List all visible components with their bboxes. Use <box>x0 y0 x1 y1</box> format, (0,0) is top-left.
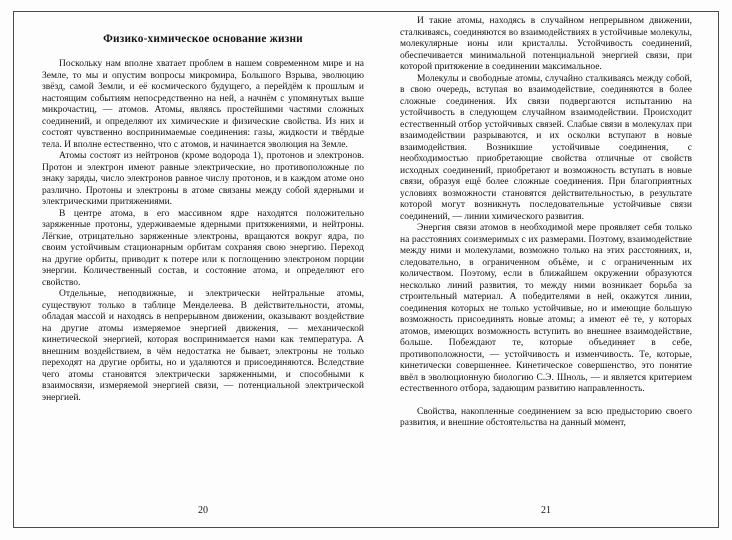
page-left <box>14 12 366 527</box>
body-paragraph: Энергия связи атомов в необходимой мере проявляет себя только на расстояниях соизмеримых с их размерами. Поэтому, взаимодействие между ними и молекулами, возможно только на этих расстояниях, и, следовательно, в ограниченном объёме, и с ограниченным их количеством. Поэтому, если в ближайшем окружении образуются несколько линий развития, то между ними возникает борьба за строительный материал. А победителями в ней, окажутся линии, соединения которых не только устойчивые, но и имеющие большую возможность присоединять новые атомы; а имеют её те, у которых атомов, имеющих возможность вступить во внешнее взаимодействие, больше. Побеждают те, которые объединяет в себе, противоположности, — устойчивость и изменчивость. Те, которые, кинетически совершеннее. Кинетическое совершенство, это понятие ввёл в эволюционную биологию С.Э. Шноль, — и является критерием естественного отбора, задающим развитию направленность. <box>400 223 692 394</box>
body-paragraph: Атомы состоят из нейтронов (кроме водорода 1), протонов и электронов. Протон и электрон имеют равные электрические, но противоположные по знаку заряды, число электронов равное числу протонов, и в каждом атоме оно различно. Протоны и электроны в атоме связаны между собой ядерными и электрическими притяжениями. <box>42 151 364 207</box>
page-right <box>366 12 718 527</box>
page-border-frame <box>13 11 719 528</box>
page-left-body <box>42 59 364 404</box>
body-paragraph: В центре атома, в его массивном ядре находятся положительно заряженные протоны, удерживаемые ядерными притяжениями, и нейтроны. Лёгкие, отрицательно заряженные электроны, вращаются вокруг ядра, по своим устойчивым стационарным орбитам сохраняя свою энергию. Переход на другие орбиты, приводит к потере или к поглощению электроном порции энергии. Количественный состав, и состояние атома, и определяют его свойство. <box>42 208 364 288</box>
body-paragraph: Отдельные, неподвижные, и электрически нейтральные атомы, существуют только в таблице Менделеева. В действительности, атомы, обладая массой и находясь в непрерывном движении, оказывают воздействие на другие атомы измеряемое энергией движения, — механической кинетической энергией, которая воспринимается нами как температура. А внешним воздействием, в чём недостатка не бывает, электроны не только переходят на другие орбиты, но и удаляются и присоединяются. Вследствие чего атомы становятся электрически заряженными, и способными к взаимосвязи, измеряемой энергией связи, — потенциальной электрической энергией. <box>42 289 364 403</box>
body-paragraph: Поскольку нам вполне хватает проблем в нашем современном мире и на Земле, то мы и опустим вопросы микромира, Большого Взрыва, эволюцию звёзд, самой Земли, и её космического будущего, а перейдём к прошлым и настоящим событиям непосредственно на ней, а начнём с упомянутых выше микрочастиц, — атомов. Атомы, являясь простейшими частями сложных соединений, и определяют их химические и физические свойства. Из них и состоят чувственно воспринимаемые соединения: газы, жидкости и твёрдые тела. И вполне естественно, что с атомов, и начинается эволюция на Земле. <box>42 59 364 150</box>
body-paragraph: И такие атомы, находясь в случайном непрерывном движении, сталкиваясь, соединяются во взаимодействиях в устойчивые молекулы, молекулярные ионы или кристаллы. Устойчивость соединений, обеспечивается минимальной потенциальной энергией связи, при которой притяжение в соединении максимальное. <box>400 16 692 72</box>
page-right-body <box>400 16 692 430</box>
page-number-left: 20 <box>198 505 208 516</box>
body-paragraph: Свойства, накопленные соединением за всю предысторию своего развития, и внешние обстоятельства на данный момент, <box>400 406 692 428</box>
page-number-right: 21 <box>541 505 551 516</box>
book-spread <box>14 12 718 527</box>
body-paragraph: Молекулы и свободные атомы, случайно сталкиваясь между собой, в свою очередь, вступая во взаимодействие, соединяются в более сложные соединения. Их связи подвергаются испытанию на устойчивость в следующем случайном взаимодействии. Происходит естественный отбор устойчивых связей. Слабые связи в молекулах при взаимодействии разрываются, и их осколки вступают в новые взаимодействия. Возникшие устойчивые соединения, с необходимостью приобретающие свойства отличные от свойств исходных соединений, приобретают и возможность вступать в новые связи, образуя ещё более сложные соединения. При благоприятных условиях возможности становятся действительностью, в результате которой могут возникнуть последовательные устойчивые связи соединений, — линии химического развития. <box>400 73 692 222</box>
chapter-title: Физико-химическое основание жизни <box>103 33 303 45</box>
